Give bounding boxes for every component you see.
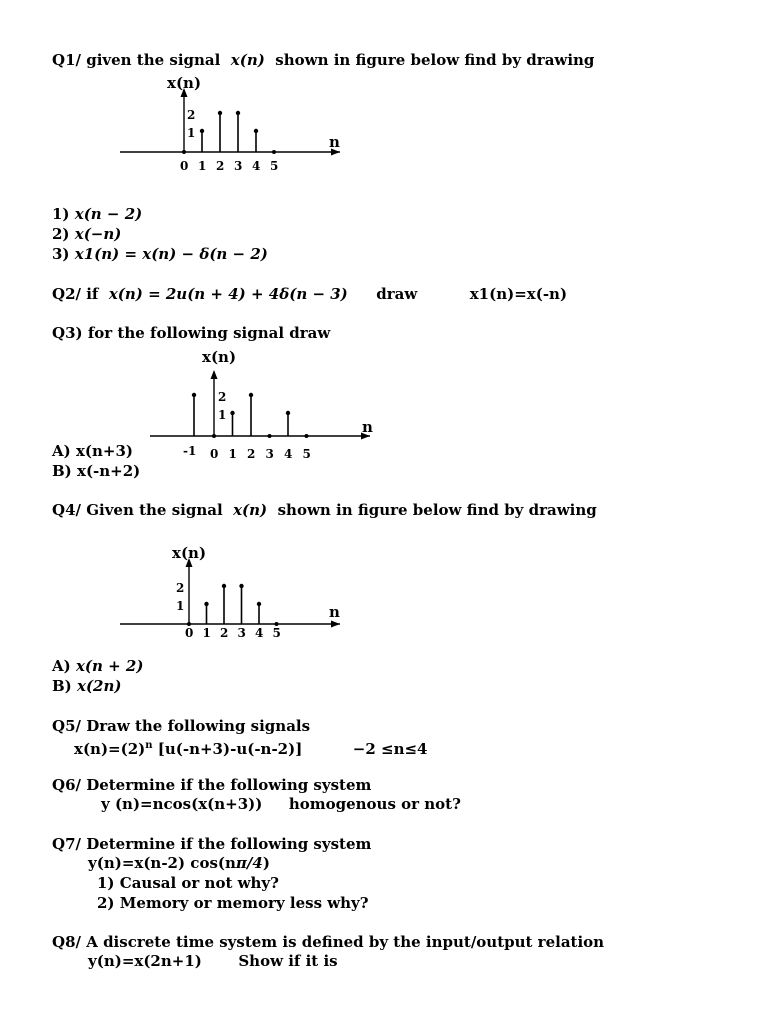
y-axis-label: x(n): [167, 74, 202, 92]
q3-figure: [150, 348, 373, 461]
q1-item-1-math: x(n − 2): [74, 205, 143, 223]
stem-dot: [305, 434, 309, 438]
q4-item-a: A) x(n + 2): [52, 657, 144, 675]
x-tick-label: 1: [228, 447, 237, 461]
y-level-label: 2: [187, 108, 196, 122]
stem-dot: [200, 129, 204, 133]
q2-math: x(n) = 2u(n + 4) + 4δ(n − 3): [108, 285, 348, 303]
q2-target: x1(n)=x(-n): [469, 285, 568, 303]
q5-equation: $x(n)=(2)^n$ [u(-n+3)-u(-n-2)] −2 ≤n≤4: [74, 740, 428, 758]
y-axis-label: x(n): [202, 348, 237, 366]
x-tick-label: 1: [202, 626, 211, 640]
x-tick-label: 5: [270, 159, 279, 173]
q4-title: [52, 500, 597, 520]
x-tick-label: 5: [272, 626, 281, 640]
y-level-label: 1: [187, 126, 196, 140]
q6-title: Q6/ Determine if the following system: [52, 776, 372, 794]
q3-title: Q3) for the following signal draw: [52, 324, 331, 342]
q5-range: −2 ≤n≤4: [352, 740, 428, 758]
stem-dot: [249, 393, 253, 397]
x-tick-label: 4: [255, 626, 264, 640]
q7-item-2: 2) Memory or memory less why?: [97, 894, 369, 912]
q1-item-1: 1) x(n − 2): [52, 205, 143, 223]
stem-dot: [254, 129, 258, 133]
stem-dot: [204, 602, 208, 606]
q1-title-text: Q1/ given the signal: [52, 51, 221, 69]
q3-item-b: B) x(-n+2): [52, 462, 141, 480]
q1-item-3: 3) x1(n) = x(n) − δ(n − 2): [52, 245, 268, 263]
q6-question: homogenous or not?: [288, 795, 461, 813]
q7-equation-math: π/4: [235, 854, 263, 872]
q2-draw: draw: [376, 285, 418, 303]
y-axis-arrow: [211, 370, 218, 379]
stem-dot: [218, 111, 222, 115]
stem-dot: [236, 111, 240, 115]
x-tick-label: 3: [237, 626, 246, 640]
x-tick-label: 0: [180, 159, 189, 173]
x-axis-label: n: [362, 418, 373, 436]
stem-dot: [257, 602, 261, 606]
x-tick-label: 1: [198, 159, 207, 173]
q1-title-math: x(n): [230, 51, 265, 69]
stem-dot: [272, 150, 276, 154]
y-level-label: 1: [176, 599, 185, 613]
q4-figure: [120, 544, 340, 640]
stem-dot: [182, 150, 186, 154]
x-tick-label: 5: [302, 447, 311, 461]
q5-exponent: n: [145, 740, 153, 751]
q1-item-2-math: x(−n): [74, 225, 122, 243]
q7-item-1: 1) Causal or not why?: [97, 874, 279, 892]
q7-title: Q7/ Determine if the following system: [52, 835, 372, 853]
stem-dot: [222, 584, 226, 588]
q2-line: [52, 284, 567, 304]
stem-dot: [212, 434, 216, 438]
q6-equation: y (n)=ncos(x(n+3)) homogenous or not?: [101, 795, 461, 813]
stem-dot: [192, 393, 196, 397]
q1-figure: [120, 74, 340, 173]
x-tick-label: 3: [265, 447, 274, 461]
q8-equation: y(n)=x(2n+1) Show if it is: [88, 952, 338, 970]
stem-dot: [268, 434, 272, 438]
x-tick-label: 4: [252, 159, 261, 173]
x-tick-label: 2: [220, 626, 229, 640]
x-axis-label: n: [329, 133, 340, 151]
q4-item-a-math: x(n + 2): [75, 657, 144, 675]
q4-title-text: Q4/ Given the signal: [52, 501, 223, 519]
q1-item-2: 2) x(−n): [52, 225, 122, 243]
x-axis-arrow: [331, 621, 340, 628]
x-tick-label: -1: [183, 444, 197, 458]
y-axis-label: x(n): [172, 544, 207, 562]
stem-dot: [230, 411, 234, 415]
q1-item-3-math: x1(n) = x(n) − δ(n − 2): [74, 245, 268, 263]
stem-dot: [286, 411, 290, 415]
q4-item-b-math: x(2n): [77, 677, 122, 695]
x-tick-label: 2: [247, 447, 256, 461]
x-tick-label: 0: [210, 447, 219, 461]
y-level-label: 2: [176, 581, 185, 595]
q7-equation: y(n)=x(n-2) cos(nπ/4): [88, 854, 270, 872]
q3-item-a: A) x(n+3): [52, 442, 134, 460]
q5-title: Q5/ Draw the following signals: [52, 717, 311, 735]
q4-item-b: B) x(2n): [52, 677, 122, 695]
x-tick-label: 2: [216, 159, 225, 173]
q4-title-math: x(n): [233, 501, 268, 519]
q8-question: Show if it is: [238, 952, 338, 970]
q8-title: Q8/ A discrete time system is defined by the input/output relation: [52, 933, 605, 951]
y-level-label: 2: [218, 390, 227, 404]
q2-text: Q2/ if: [52, 285, 99, 303]
x-tick-label: 0: [185, 626, 194, 640]
x-axis-label: n: [329, 603, 340, 621]
x-tick-label: 3: [234, 159, 243, 173]
x-tick-label: 4: [284, 447, 293, 461]
q1-title-text-2: shown in figure below find by drawing: [275, 51, 595, 69]
y-level-label: 1: [218, 408, 227, 422]
q4-title-text-2: shown in figure below find by drawing: [277, 501, 597, 519]
stem-dot: [239, 584, 243, 588]
